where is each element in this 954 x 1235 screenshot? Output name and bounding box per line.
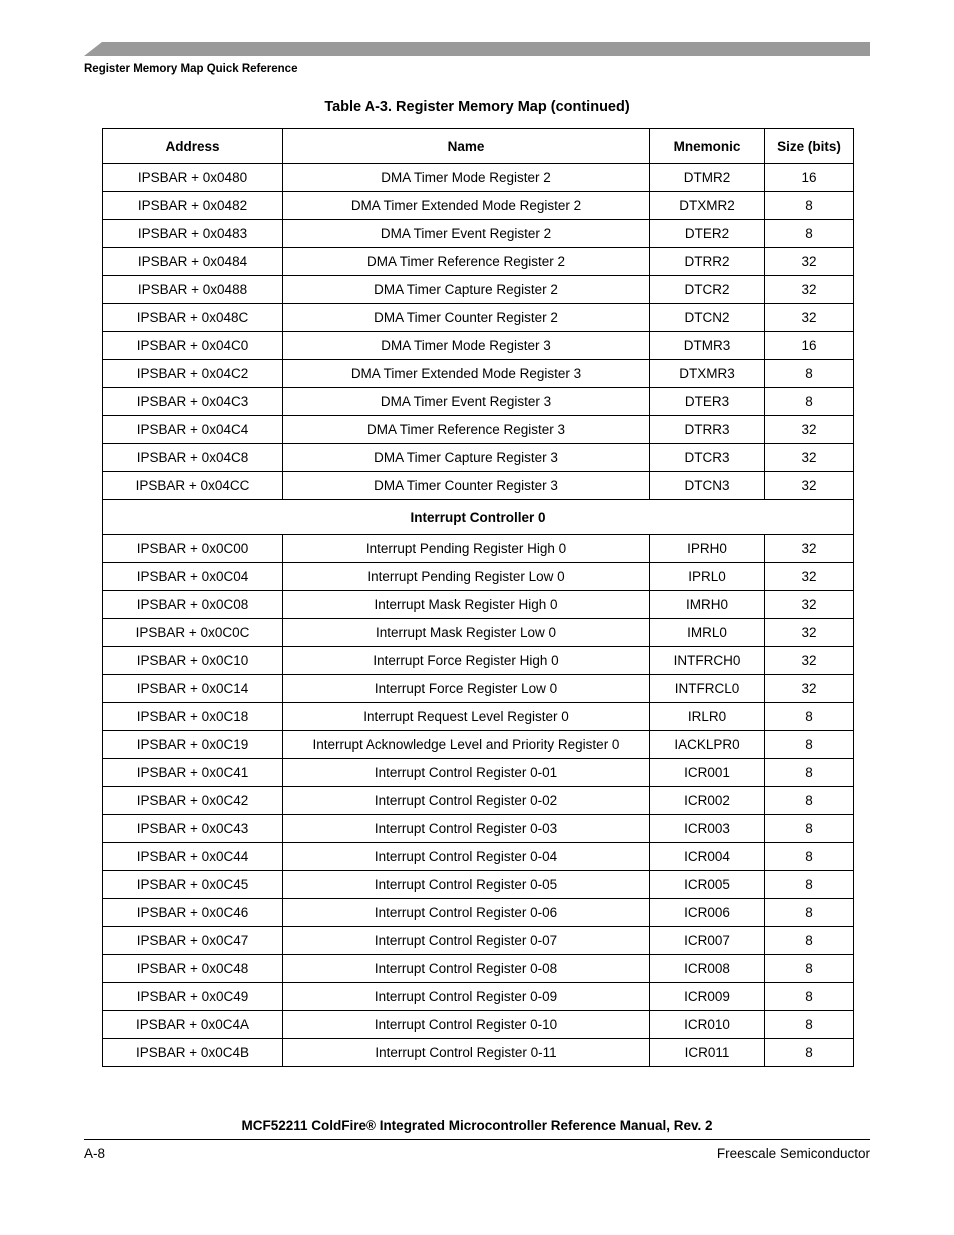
- name-cell: DMA Timer Capture Register 3: [283, 444, 650, 472]
- mnemonic-cell: INTFRCH0: [650, 647, 765, 675]
- column-header-name: Name: [283, 129, 650, 164]
- address-cell: IPSBAR + 0x0C4A: [103, 1011, 283, 1039]
- name-cell: Interrupt Control Register 0-01: [283, 759, 650, 787]
- table-row: [103, 248, 854, 276]
- size-cell: 8: [765, 787, 854, 815]
- address-cell: IPSBAR + 0x0C04: [103, 563, 283, 591]
- address-cell: IPSBAR + 0x0483: [103, 220, 283, 248]
- mnemonic-cell: ICR005: [650, 871, 765, 899]
- address-cell: IPSBAR + 0x0C18: [103, 703, 283, 731]
- table-row: [103, 787, 854, 815]
- table-row: [103, 535, 854, 563]
- address-cell: IPSBAR + 0x0C0C: [103, 619, 283, 647]
- size-cell: 8: [765, 871, 854, 899]
- mnemonic-cell: DTCR3: [650, 444, 765, 472]
- name-cell: Interrupt Control Register 0-09: [283, 983, 650, 1011]
- name-cell: Interrupt Control Register 0-11: [283, 1039, 650, 1067]
- address-cell: IPSBAR + 0x04C4: [103, 416, 283, 444]
- name-cell: Interrupt Control Register 0-03: [283, 815, 650, 843]
- mnemonic-cell: DTMR3: [650, 332, 765, 360]
- mnemonic-cell: ICR006: [650, 899, 765, 927]
- table-row: [103, 927, 854, 955]
- mnemonic-cell: DTCN3: [650, 472, 765, 500]
- table-row: [103, 192, 854, 220]
- table-row: [103, 563, 854, 591]
- size-cell: 8: [765, 220, 854, 248]
- name-cell: DMA Timer Extended Mode Register 3: [283, 360, 650, 388]
- company-name: Freescale Semiconductor: [716, 1146, 870, 1161]
- table-row: [103, 843, 854, 871]
- table-row: [103, 815, 854, 843]
- size-cell: 8: [765, 843, 854, 871]
- address-cell: IPSBAR + 0x0488: [103, 276, 283, 304]
- table-row: [103, 871, 854, 899]
- table-row: [103, 276, 854, 304]
- running-header-title: Register Memory Map Quick Reference: [84, 63, 298, 75]
- size-cell: 16: [765, 164, 854, 192]
- size-cell: 32: [765, 472, 854, 500]
- size-cell: 8: [765, 1039, 854, 1067]
- table-title: Table A-3. Register Memory Map (continued): [324, 99, 630, 115]
- name-cell: DMA Timer Event Register 2: [283, 220, 650, 248]
- table-row: [103, 164, 854, 192]
- table-row: [103, 899, 854, 927]
- address-cell: IPSBAR + 0x04C3: [103, 388, 283, 416]
- footer-manual-title: MCF52211 ColdFire® Integrated Microcontroller Reference Manual, Rev. 2: [241, 1118, 713, 1133]
- table-row: [103, 388, 854, 416]
- column-header-size: Size (bits): [765, 129, 854, 164]
- size-cell: 8: [765, 731, 854, 759]
- size-cell: 32: [765, 619, 854, 647]
- name-cell: Interrupt Pending Register High 0: [283, 535, 650, 563]
- name-cell: DMA Timer Reference Register 2: [283, 248, 650, 276]
- table-row: [103, 675, 854, 703]
- size-cell: 8: [765, 759, 854, 787]
- mnemonic-cell: DTCN2: [650, 304, 765, 332]
- name-cell: DMA Timer Extended Mode Register 2: [283, 192, 650, 220]
- footer-divider: [84, 1139, 870, 1140]
- name-cell: Interrupt Force Register High 0: [283, 647, 650, 675]
- size-cell: 32: [765, 276, 854, 304]
- mnemonic-cell: DTRR2: [650, 248, 765, 276]
- address-cell: IPSBAR + 0x04C2: [103, 360, 283, 388]
- table-row: [103, 220, 854, 248]
- size-cell: 32: [765, 416, 854, 444]
- mnemonic-cell: DTXMR2: [650, 192, 765, 220]
- name-cell: DMA Timer Capture Register 2: [283, 276, 650, 304]
- name-cell: Interrupt Acknowledge Level and Priority Register 0: [283, 731, 650, 759]
- table-row: [103, 332, 854, 360]
- table-row: [103, 1011, 854, 1039]
- name-cell: Interrupt Control Register 0-10: [283, 1011, 650, 1039]
- mnemonic-cell: DTXMR3: [650, 360, 765, 388]
- mnemonic-cell: ICR007: [650, 927, 765, 955]
- address-cell: IPSBAR + 0x0C48: [103, 955, 283, 983]
- table-row: [103, 759, 854, 787]
- size-cell: 8: [765, 1011, 854, 1039]
- size-cell: 8: [765, 927, 854, 955]
- size-cell: 8: [765, 360, 854, 388]
- name-cell: Interrupt Mask Register High 0: [283, 591, 650, 619]
- address-cell: IPSBAR + 0x0C49: [103, 983, 283, 1011]
- name-cell: Interrupt Control Register 0-08: [283, 955, 650, 983]
- mnemonic-cell: IRLR0: [650, 703, 765, 731]
- size-cell: 32: [765, 647, 854, 675]
- column-header-address: Address: [103, 129, 283, 164]
- table-row: [103, 360, 854, 388]
- register-memory-map-table: [102, 128, 854, 1067]
- address-cell: IPSBAR + 0x0C47: [103, 927, 283, 955]
- size-cell: 8: [765, 899, 854, 927]
- table-row: [103, 416, 854, 444]
- section-row: [103, 500, 854, 535]
- size-cell: 8: [765, 983, 854, 1011]
- address-cell: IPSBAR + 0x0C42: [103, 787, 283, 815]
- address-cell: IPSBAR + 0x0C00: [103, 535, 283, 563]
- name-cell: Interrupt Control Register 0-06: [283, 899, 650, 927]
- address-cell: IPSBAR + 0x0C46: [103, 899, 283, 927]
- name-cell: DMA Timer Counter Register 3: [283, 472, 650, 500]
- mnemonic-cell: IPRL0: [650, 563, 765, 591]
- table-row: [103, 444, 854, 472]
- table-body: [103, 164, 854, 1067]
- address-cell: IPSBAR + 0x0C14: [103, 675, 283, 703]
- mnemonic-cell: ICR002: [650, 787, 765, 815]
- mnemonic-cell: IPRH0: [650, 535, 765, 563]
- mnemonic-cell: INTFRCL0: [650, 675, 765, 703]
- mnemonic-cell: DTMR2: [650, 164, 765, 192]
- mnemonic-cell: ICR003: [650, 815, 765, 843]
- name-cell: Interrupt Control Register 0-02: [283, 787, 650, 815]
- mnemonic-cell: DTCR2: [650, 276, 765, 304]
- name-cell: DMA Timer Event Register 3: [283, 388, 650, 416]
- size-cell: 32: [765, 675, 854, 703]
- table-row: [103, 731, 854, 759]
- name-cell: Interrupt Mask Register Low 0: [283, 619, 650, 647]
- table-row: [103, 472, 854, 500]
- table-row: [103, 703, 854, 731]
- mnemonic-cell: ICR008: [650, 955, 765, 983]
- address-cell: IPSBAR + 0x0C19: [103, 731, 283, 759]
- address-cell: IPSBAR + 0x0484: [103, 248, 283, 276]
- table-row: [103, 304, 854, 332]
- mnemonic-cell: IMRL0: [650, 619, 765, 647]
- size-cell: 32: [765, 563, 854, 591]
- name-cell: Interrupt Control Register 0-05: [283, 871, 650, 899]
- address-cell: IPSBAR + 0x0480: [103, 164, 283, 192]
- size-cell: 32: [765, 248, 854, 276]
- mnemonic-cell: ICR011: [650, 1039, 765, 1067]
- table-row: [103, 619, 854, 647]
- address-cell: IPSBAR + 0x04C0: [103, 332, 283, 360]
- table-header-row: [103, 129, 854, 164]
- name-cell: Interrupt Force Register Low 0: [283, 675, 650, 703]
- address-cell: IPSBAR + 0x04C8: [103, 444, 283, 472]
- name-cell: Interrupt Pending Register Low 0: [283, 563, 650, 591]
- address-cell: IPSBAR + 0x04CC: [103, 472, 283, 500]
- table-row: [103, 591, 854, 619]
- address-cell: IPSBAR + 0x0C10: [103, 647, 283, 675]
- mnemonic-cell: ICR010: [650, 1011, 765, 1039]
- mnemonic-cell: DTER3: [650, 388, 765, 416]
- address-cell: IPSBAR + 0x0482: [103, 192, 283, 220]
- table-row: [103, 983, 854, 1011]
- name-cell: Interrupt Control Register 0-07: [283, 927, 650, 955]
- name-cell: DMA Timer Counter Register 2: [283, 304, 650, 332]
- name-cell: Interrupt Control Register 0-04: [283, 843, 650, 871]
- page-number: A-8: [84, 1146, 106, 1161]
- address-cell: IPSBAR + 0x0C08: [103, 591, 283, 619]
- mnemonic-cell: ICR004: [650, 843, 765, 871]
- mnemonic-cell: DTER2: [650, 220, 765, 248]
- mnemonic-cell: DTRR3: [650, 416, 765, 444]
- table-row: [103, 1039, 854, 1067]
- header-banner: [84, 42, 870, 56]
- mnemonic-cell: ICR001: [650, 759, 765, 787]
- table-row: [103, 647, 854, 675]
- size-cell: 32: [765, 304, 854, 332]
- mnemonic-cell: IACKLPR0: [650, 731, 765, 759]
- address-cell: IPSBAR + 0x048C: [103, 304, 283, 332]
- size-cell: 32: [765, 444, 854, 472]
- section-heading: Interrupt Controller 0: [103, 500, 854, 535]
- size-cell: 8: [765, 388, 854, 416]
- address-cell: IPSBAR + 0x0C43: [103, 815, 283, 843]
- size-cell: 8: [765, 815, 854, 843]
- size-cell: 8: [765, 955, 854, 983]
- size-cell: 32: [765, 535, 854, 563]
- mnemonic-cell: IMRH0: [650, 591, 765, 619]
- address-cell: IPSBAR + 0x0C4B: [103, 1039, 283, 1067]
- name-cell: DMA Timer Mode Register 2: [283, 164, 650, 192]
- address-cell: IPSBAR + 0x0C41: [103, 759, 283, 787]
- size-cell: 16: [765, 332, 854, 360]
- name-cell: Interrupt Request Level Register 0: [283, 703, 650, 731]
- mnemonic-cell: ICR009: [650, 983, 765, 1011]
- name-cell: DMA Timer Reference Register 3: [283, 416, 650, 444]
- size-cell: 32: [765, 591, 854, 619]
- size-cell: 8: [765, 703, 854, 731]
- address-cell: IPSBAR + 0x0C45: [103, 871, 283, 899]
- name-cell: DMA Timer Mode Register 3: [283, 332, 650, 360]
- size-cell: 8: [765, 192, 854, 220]
- address-cell: IPSBAR + 0x0C44: [103, 843, 283, 871]
- table-row: [103, 955, 854, 983]
- column-header-mnemonic: Mnemonic: [650, 129, 765, 164]
